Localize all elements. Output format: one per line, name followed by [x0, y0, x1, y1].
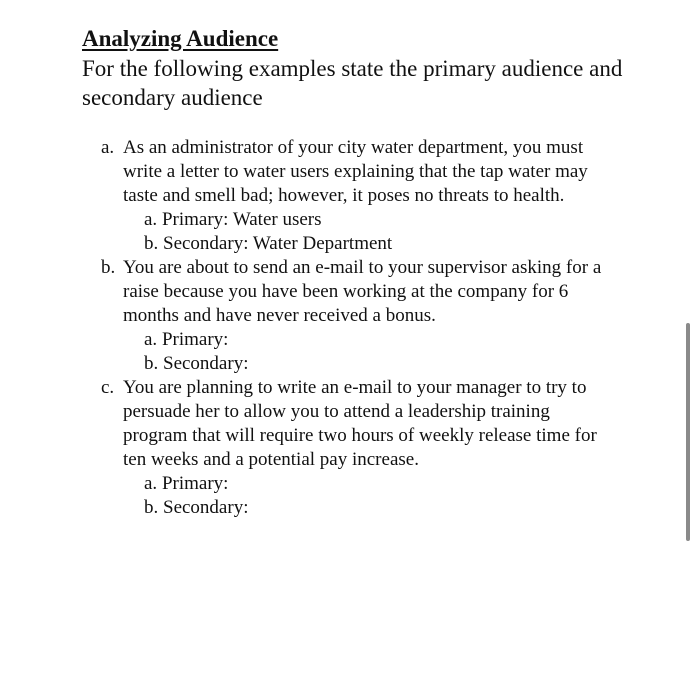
instructions-text: For the following examples state the primary audience and secondary audience	[82, 56, 623, 110]
answer-list	[123, 472, 613, 520]
question-text: As an administrator of your city water department, you must write a letter to water users explaining that the tap water may taste and smell bad; however, it poses no threats to health.	[123, 137, 588, 206]
answer-item	[144, 496, 613, 520]
question-list	[82, 136, 642, 520]
question-item	[82, 136, 613, 256]
answer-item	[144, 232, 613, 256]
answer-marker: b.	[144, 353, 159, 374]
page-title: Analyzing Audience	[82, 26, 279, 51]
answer-marker: a.	[144, 209, 158, 230]
question-marker: b.	[101, 257, 116, 278]
answer-text: Secondary: Water Department	[163, 233, 393, 254]
question-text: You are about to send an e-mail to your supervisor asking for a raise because you have been working at the company for 6 months and have never received a bonus.	[123, 257, 602, 326]
question-item	[82, 256, 613, 376]
answer-text: Primary:	[161, 329, 229, 350]
answer-item	[144, 352, 613, 376]
answer-item	[144, 328, 613, 352]
answer-text: Primary: Water users	[161, 209, 322, 230]
scrollbar-thumb[interactable]	[686, 323, 690, 541]
answer-marker: b.	[144, 233, 159, 254]
answer-item	[144, 208, 613, 232]
answer-marker: b.	[144, 497, 159, 518]
question-item	[82, 376, 613, 520]
answer-marker: a.	[144, 473, 158, 494]
answer-text: Secondary:	[163, 497, 249, 518]
answer-marker: a.	[144, 329, 158, 350]
document-body	[82, 24, 642, 520]
answer-list	[123, 328, 613, 376]
answer-text: Secondary:	[163, 353, 249, 374]
answer-text: Primary:	[161, 473, 229, 494]
question-marker: a.	[101, 137, 115, 158]
question-marker: c.	[101, 377, 115, 398]
answer-item	[144, 472, 613, 496]
question-text: You are planning to write an e-mail to your manager to try to persuade her to allow you to attend a leadership training program that will require two hours of weekly release time for ten weeks and a potential pay increase.	[123, 377, 597, 470]
answer-list	[123, 208, 613, 256]
